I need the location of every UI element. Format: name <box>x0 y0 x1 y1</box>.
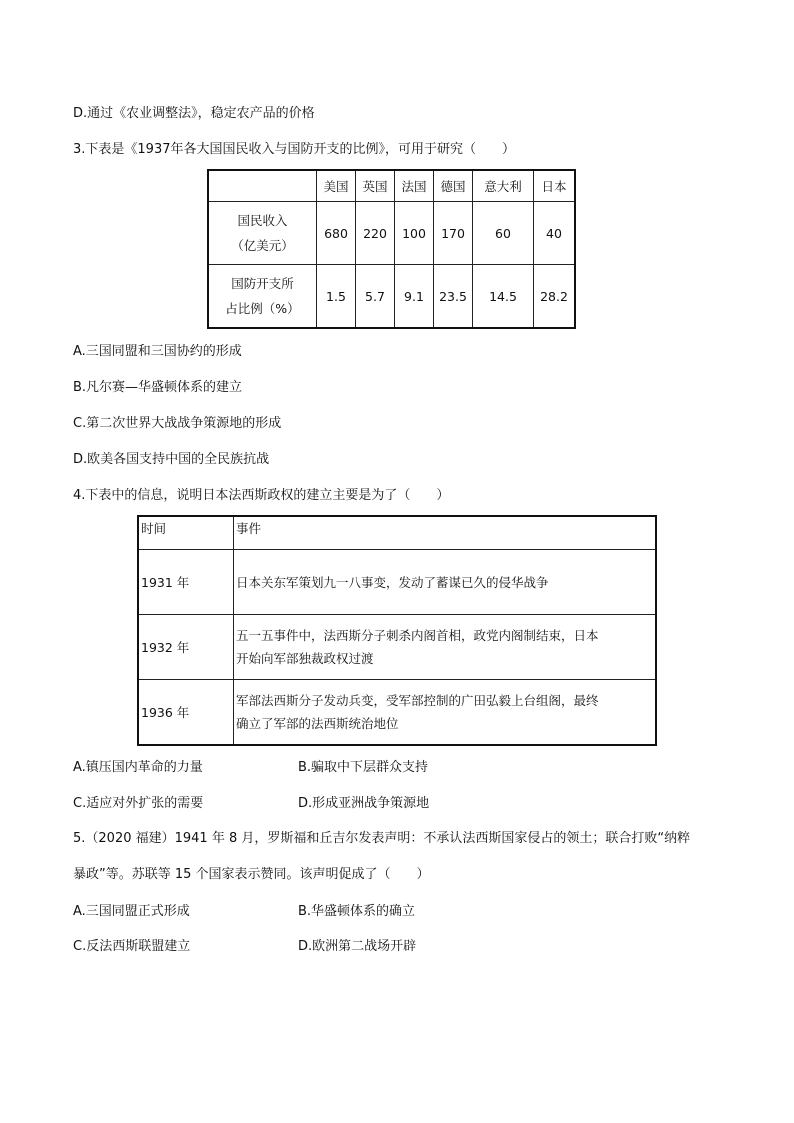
q4-table <box>137 515 657 746</box>
q4-time-cell: 1936 年 <box>138 680 234 746</box>
q5-option-a: A.三国同盟正式形成 <box>73 904 190 919</box>
q3-header-usa: 美国 <box>317 170 356 202</box>
q3-row-label-defense <box>208 265 317 329</box>
q3-header-blank <box>208 170 317 202</box>
q3-income-label-line2: （亿美元） <box>231 238 294 253</box>
q4-header-time: 时间 <box>138 516 234 550</box>
q5-option-d: D.欧洲第二战场开辟 <box>298 939 417 954</box>
q4-option-a: A.镇压国内革命的力量 <box>73 760 203 775</box>
q5-option-b: B.华盛顿体系的确立 <box>298 904 416 919</box>
q5-option-c: C.反法西斯联盟建立 <box>73 939 191 954</box>
q3-option-d: D.欧美各国支持中国的全民族抗战 <box>73 452 270 467</box>
q3-header-japan: 日本 <box>534 170 576 202</box>
q4-stem: 4.下表中的信息，说明日本法西斯政权的建立主要是为了（ ） <box>73 488 450 503</box>
q3-cell: 14.5 <box>473 265 534 329</box>
q4-event-cell <box>234 680 657 746</box>
q4-header-event: 事件 <box>234 516 657 550</box>
q4-option-d: D.形成亚洲战争策源地 <box>298 796 430 811</box>
q3-header-france: 法国 <box>395 170 434 202</box>
q4-event-line: 军部法西斯分子发动兵变，受军部控制的广田弘毅上台组阁，最终 <box>236 693 599 708</box>
previous-option-d: D.通过《农业调整法》，稳定农产品的价格 <box>73 106 315 121</box>
q3-cell: 40 <box>534 202 576 265</box>
q3-cell: 60 <box>473 202 534 265</box>
q4-option-c: C.适应对外扩张的需要 <box>73 796 204 811</box>
q3-stem: 3.下表是《1937年各大国国民收入与国防开支的比例》，可用于研究（ ） <box>73 142 515 157</box>
q3-header-uk: 英国 <box>356 170 395 202</box>
q4-event-cell <box>234 550 657 615</box>
q4-option-b: B.骗取中下层群众支持 <box>298 760 429 775</box>
q3-cell: 220 <box>356 202 395 265</box>
q3-option-b: B.凡尔赛—华盛顿体系的建立 <box>73 380 243 395</box>
q3-cell: 23.5 <box>434 265 473 329</box>
q3-cell: 170 <box>434 202 473 265</box>
q4-time-cell: 1931 年 <box>138 550 234 615</box>
q3-option-a: A.三国同盟和三国协约的形成 <box>73 344 242 359</box>
q3-row-label-income <box>208 202 317 265</box>
q3-header-germany: 德国 <box>434 170 473 202</box>
q3-cell: 9.1 <box>395 265 434 329</box>
q4-event-line: 确立了军部的法西斯统治地位 <box>236 716 399 731</box>
q3-cell: 680 <box>317 202 356 265</box>
q5-stem-line1: 5.（2020 福建）1941 年 8 月，罗斯福和丘吉尔发表声明：不承认法西斯国家侵占的领土；联合打败“纳粹 <box>73 831 691 846</box>
q3-option-c: C.第二次世界大战战争策源地的形成 <box>73 416 282 431</box>
q3-header-italy: 意大利 <box>473 170 534 202</box>
q4-event-line: 开始向军部独裁政权过渡 <box>236 651 374 666</box>
q3-cell: 5.7 <box>356 265 395 329</box>
q3-defense-label-line1: 国防开支所 <box>231 276 294 291</box>
q4-event-line: 日本关东军策划九一八事变，发动了蓄谋已久的侵华战争 <box>236 574 549 590</box>
q5-stem-line2: 暴政”等。苏联等 15 个国家表示赞同。该声明促成了（ ） <box>73 867 430 882</box>
q3-cell: 28.2 <box>534 265 576 329</box>
q4-time-cell: 1932 年 <box>138 615 234 680</box>
q4-event-cell <box>234 615 657 680</box>
q3-cell: 1.5 <box>317 265 356 329</box>
q3-defense-label-line2: 占比例（%） <box>225 301 300 316</box>
q3-cell: 100 <box>395 202 434 265</box>
q4-event-line: 五一五事件中，法西斯分子刺杀内阁首相，政党内阁制结束，日本 <box>236 628 599 643</box>
q3-table <box>207 169 576 329</box>
q3-income-label-line1: 国民收入 <box>237 213 288 228</box>
